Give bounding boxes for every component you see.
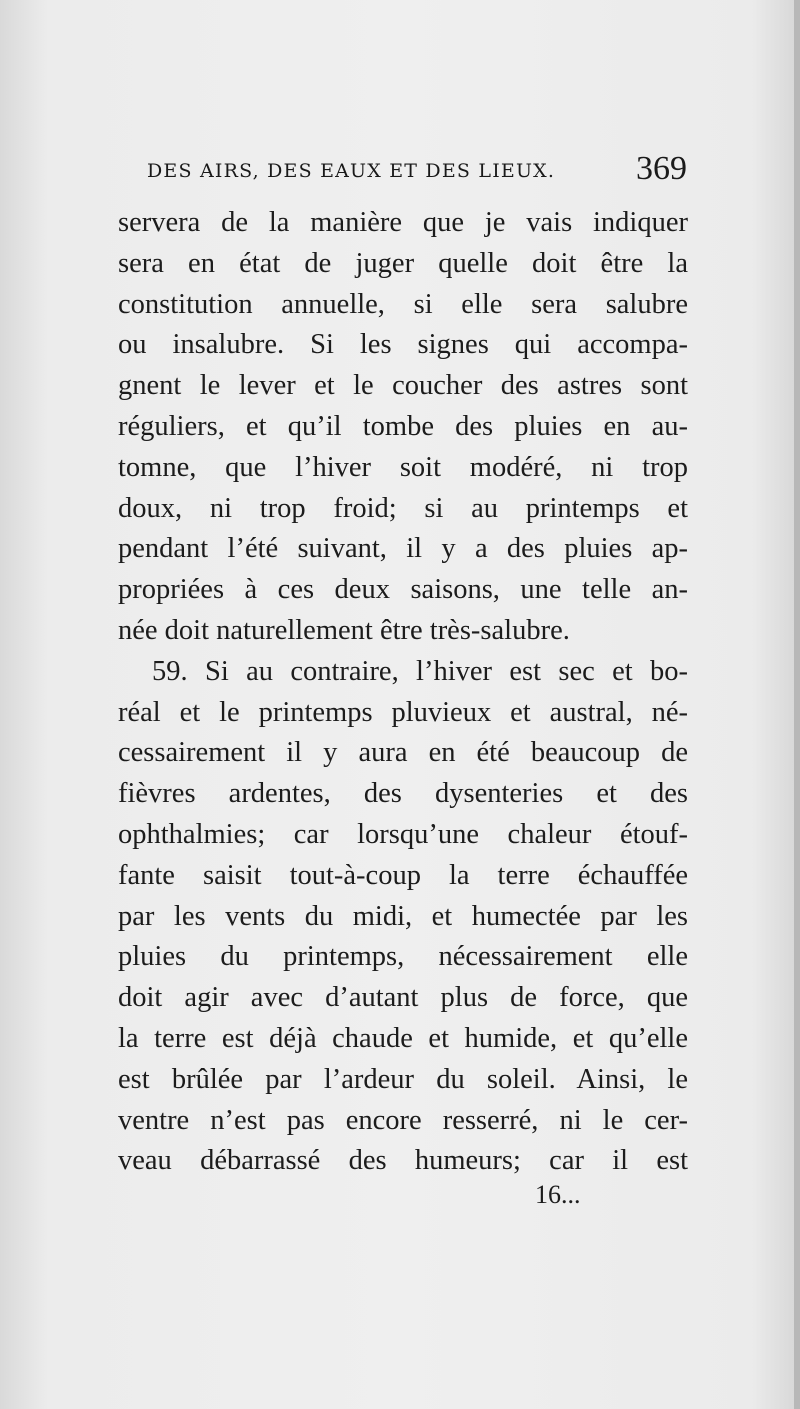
page-header xyxy=(147,148,687,198)
text-line: cessairement il y aura en été beaucoup de xyxy=(118,737,688,769)
text-line: ventre n’est pas encore resserré, ni le cer- xyxy=(118,1104,688,1136)
text-line: propriées à ces deux saisons, une telle an- xyxy=(118,574,688,606)
page-number: 369 xyxy=(636,150,687,187)
text-line: réal et le printemps pluvieux et austral, né- xyxy=(118,696,688,728)
text-line: doux, ni trop froid; si au printemps et xyxy=(118,492,688,524)
text-line: tomne, que l’hiver soit modéré, ni trop xyxy=(118,451,688,483)
text-line: ou insalubre. Si les signes qui accompa- xyxy=(118,329,688,361)
text-line: gnent le lever et le coucher des astres sont xyxy=(118,370,688,402)
text-line: veau débarrassé des humeurs; car il est xyxy=(118,1145,688,1177)
paragraph-end-line: née doit naturellement être très-salubre. xyxy=(118,614,570,646)
text-line: servera de la manière que je vais indiquer xyxy=(118,207,688,238)
text-line: sera en état de juger quelle doit être la xyxy=(118,247,688,279)
text-line: pluies du printemps, nécessairement elle xyxy=(118,941,688,973)
text-line: doit agir avec d’autant plus de force, que xyxy=(118,982,688,1014)
text-line: ophthalmies; car lorsqu’une chaleur étouf- xyxy=(118,818,688,850)
catchword: 16... xyxy=(535,1180,581,1209)
text-line: fante saisit tout-à-coup la terre échauffée xyxy=(118,859,688,891)
text-line: fièvres ardentes, des dysenteries et des xyxy=(118,778,688,810)
text-line: constitution annuelle, si elle sera salubre xyxy=(118,288,688,320)
text-line: est brûlée par l’ardeur du soleil. Ainsi, le xyxy=(118,1063,688,1095)
text-line: par les vents du midi, et humectée par les xyxy=(118,900,688,932)
text-line: réguliers, et qu’il tombe des pluies en au- xyxy=(118,410,688,442)
text-line: la terre est déjà chaude et humide, et qu’elle xyxy=(118,1022,688,1054)
text-line: pendant l’été suivant, il y a des pluies ap- xyxy=(118,533,688,565)
body-text xyxy=(118,203,688,1182)
running-title: DES AIRS, DES EAUX ET DES LIEUX. xyxy=(147,160,556,182)
paragraph-start-line: 59. Si au contraire, l’hiver est sec et bo- xyxy=(152,655,688,687)
